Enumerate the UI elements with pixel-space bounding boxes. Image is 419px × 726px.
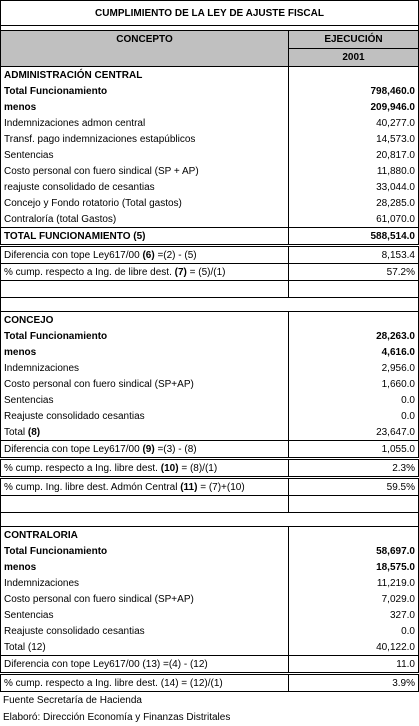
total-row [1,228,419,246]
admin-diff-value: 8,153.4 [289,246,419,264]
total-row [1,639,419,656]
row-label: Transf. pago indemnizaciones estapúblicos [1,131,289,147]
concejo-diff-pre: Diferencia con tope Ley617/00 [4,443,143,455]
table-row [1,607,419,623]
title-row [1,1,419,26]
admin-pct-post: = (5)/(1) [186,266,226,278]
difference-row [1,441,419,459]
section-heading-concejo: CONCEJO [1,312,289,329]
total-row [1,424,419,441]
footer-author: Elaboró: Dirección Economía y Finanzas Distritales [3,712,231,723]
table-row [1,328,419,344]
table-row [1,408,419,424]
row-label: menos [1,344,289,360]
row-label: Total Funcionamiento [1,543,289,559]
row-value: 61,070.0 [289,211,419,228]
concejo-pct2-mark: (11) [180,481,198,493]
row-value: 798,460.0 [289,83,419,99]
table-row [1,179,419,195]
header-concepto: CONCEPTO [1,31,289,67]
section-heading-row [1,67,419,84]
table-row [1,211,419,228]
table-row [1,147,419,163]
difference-row [1,656,419,674]
contraloria-diff-value: 11.0 [289,656,419,674]
table-row [1,99,419,115]
section-heading-admin: ADMINISTRACIÓN CENTRAL [1,67,289,84]
header-row [1,31,419,49]
table-row [1,83,419,99]
section-heading-row [1,312,419,329]
row-value: 327.0 [289,607,419,623]
concejo-pct1-mark: (10) [160,462,179,474]
row-value: 1,660.0 [289,376,419,392]
concejo-diff-post: =(3) - (8) [154,443,197,455]
table-row [1,591,419,607]
admin-total-value: 588,514.0 [289,228,419,246]
header-ejecucion: EJECUCIÓN [289,31,419,49]
row-label: Indemnizaciones [1,360,289,376]
percent-row [1,459,419,478]
table-title: CUMPLIMIENTO DE LA LEY DE AJUSTE FISCAL [1,1,419,26]
row-value: 0.0 [289,392,419,408]
section-heading-row [1,527,419,544]
row-value: 28,263.0 [289,328,419,344]
table-row [1,195,419,211]
row-label: reajuste consolidado de cesantias [1,179,289,195]
concejo-diff-value: 1,055.0 [289,441,419,459]
concejo-pct1-value: 2.3% [289,459,419,478]
row-label: Costo personal con fuero sindical (SP + AP) [1,163,289,179]
row-value: 58,697.0 [289,543,419,559]
row-label: Reajuste consolidado cesantias [1,623,289,639]
row-value: 20,817.0 [289,147,419,163]
concejo-diff-mark: (9) [142,443,155,455]
concejo-pct2-value: 59.5% [289,478,419,496]
row-value: 11,219.0 [289,575,419,591]
row-label: Sentencias [1,147,289,163]
row-label: menos [1,99,289,115]
row-label: menos [1,559,289,575]
concejo-total-label [1,424,289,441]
row-value: 14,573.0 [289,131,419,147]
admin-diff-pre: Diferencia con tope Ley617/00 [4,249,143,261]
row-value: 0.0 [289,623,419,639]
table-row [1,360,419,376]
contraloria-total-value: 40,122.0 [289,639,419,656]
concejo-diff-label [1,441,289,459]
admin-pct-label [1,264,289,281]
row-label: Reajuste consolidado cesantias [1,408,289,424]
table-row [1,115,419,131]
table-row [1,543,419,559]
table-row [1,559,419,575]
concejo-pct1-pre: % cump. respecto a Ing. libre dest. [4,462,161,474]
row-value: 2,956.0 [289,360,419,376]
row-value: 40,277.0 [289,115,419,131]
table-row [1,623,419,639]
admin-pct-value: 57.2% [289,264,419,281]
row-label: Sentencias [1,607,289,623]
concejo-pct2-post: = (7)+(10) [197,481,245,493]
contraloria-pct-value: 3.9% [289,674,419,692]
admin-diff-mark: (6) [142,249,155,261]
row-value: 11,880.0 [289,163,419,179]
row-label: Contraloría (total Gastos) [1,211,289,228]
table-row [1,344,419,360]
concejo-total-pre: Total [4,426,28,438]
row-value: 7,029.0 [289,591,419,607]
admin-pct-mark: (7) [174,266,187,278]
concejo-total-mark: (8) [27,426,41,438]
row-label: Total Funcionamiento [1,83,289,99]
contraloria-total-label: Total (12) [1,639,289,656]
row-value: 18,575.0 [289,559,419,575]
percent-row [1,478,419,496]
concejo-total-value: 23,647.0 [289,424,419,441]
section-heading-contraloria: CONTRALORIA [1,527,289,544]
row-label: Sentencias [1,392,289,408]
row-label: Concejo y Fondo rotatorio (Total gastos) [1,195,289,211]
row-value: 28,285.0 [289,195,419,211]
concejo-pct2-label [1,478,289,496]
percent-row [1,674,419,692]
concejo-pct1-label [1,459,289,478]
contraloria-diff-label: Diferencia con tope Ley617/00 (13) =(4) - (12) [1,656,289,674]
contraloria-pct-label: % cump. respecto a Ing. libre dest. (14) = (12)/(1) [1,674,289,692]
row-label: Total Funcionamiento [1,328,289,344]
header-year: 2001 [289,49,419,67]
row-value: 4,616.0 [289,344,419,360]
row-label: Costo personal con fuero sindical (SP+AP) [1,591,289,607]
table-row [1,131,419,147]
footer-source: Fuente Secretaría de Hacienda [3,695,142,706]
row-label: Indemnizaciones admon central [1,115,289,131]
row-label: Indemnizaciones [1,575,289,591]
row-value: 0.0 [289,408,419,424]
admin-total-label: TOTAL FUNCIONAMIENTO (5) [1,228,289,246]
table-row [1,392,419,408]
table-row [1,575,419,591]
concejo-pct1-post: = (8)/(1) [178,462,218,474]
admin-pct-pre: % cump. respecto a Ing. de libre dest. [4,266,175,278]
row-value: 33,044.0 [289,179,419,195]
row-value: 209,946.0 [289,99,419,115]
admin-diff-label [1,246,289,264]
table-row [1,163,419,179]
table-row [1,376,419,392]
difference-row [1,246,419,264]
row-label: Costo personal con fuero sindical (SP+AP) [1,376,289,392]
admin-diff-post: =(2) - (5) [154,249,197,261]
concejo-pct2-pre: % cump. Ing. libre dest. Admón Central [4,481,181,493]
percent-row [1,264,419,281]
